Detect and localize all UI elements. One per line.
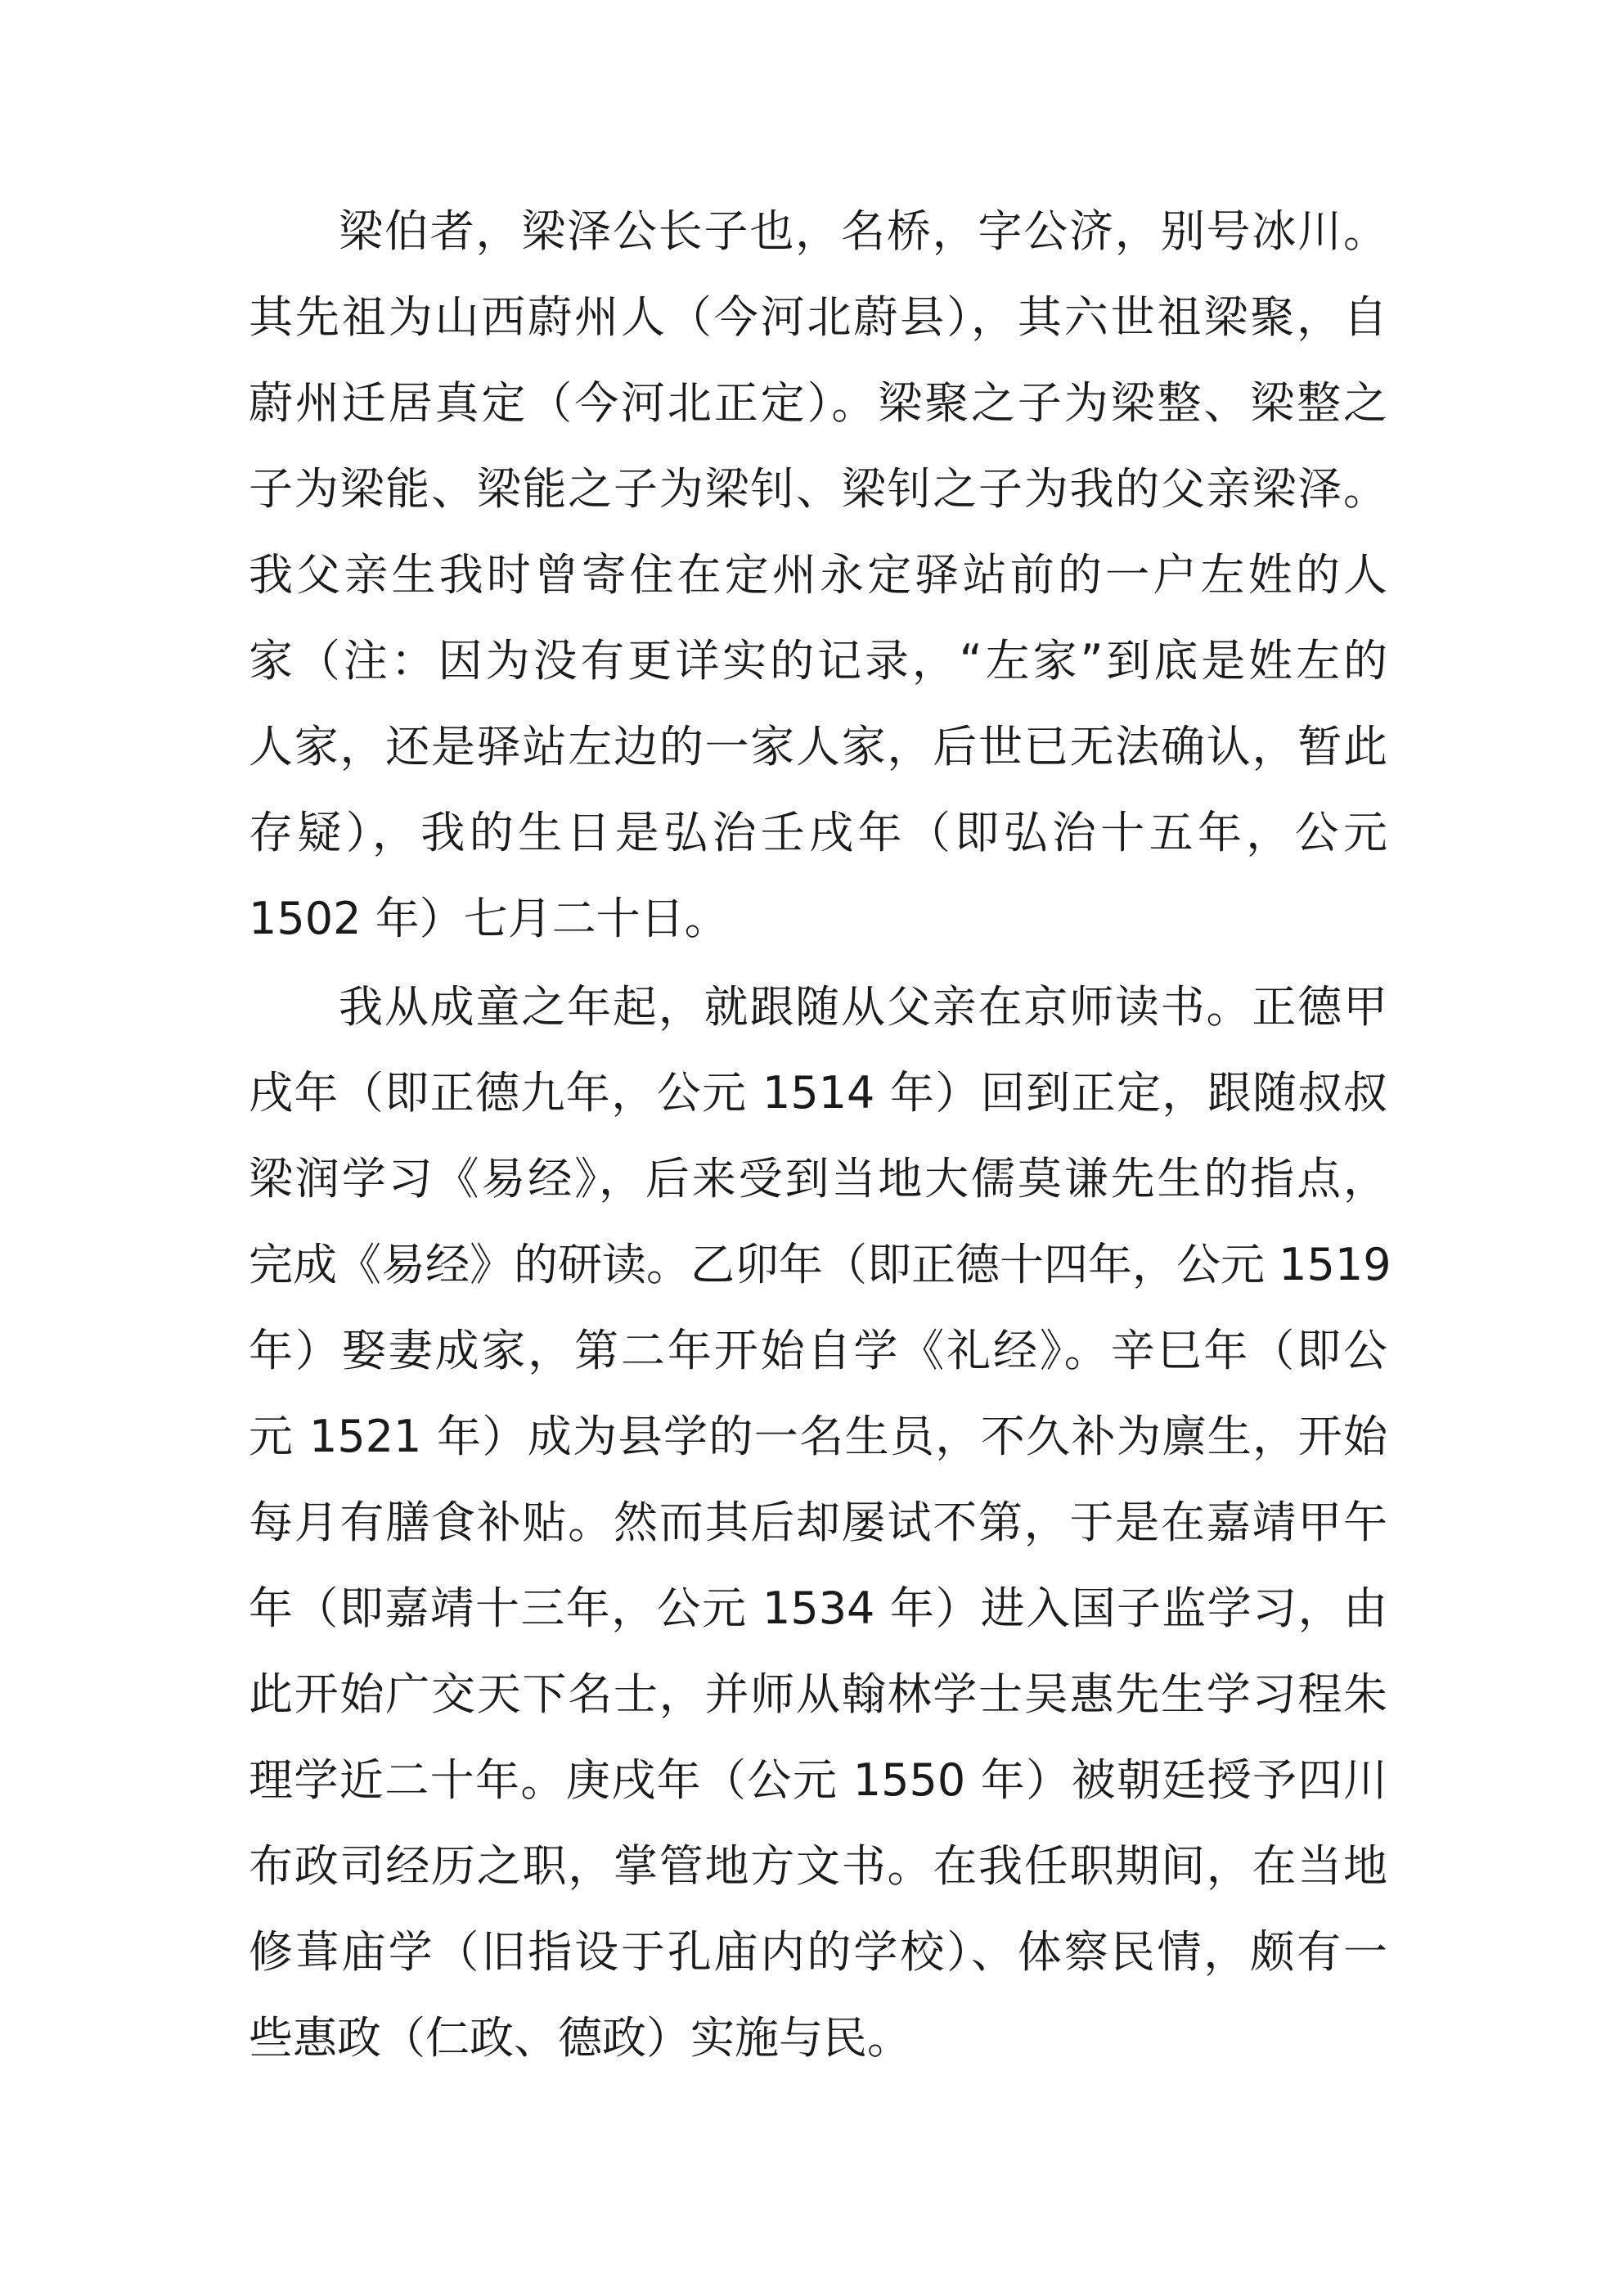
paragraph-2-line-7: 每月有膳食补贴。然而其后却屡试不第，于是在嘉靖甲午 xyxy=(249,1497,1387,1548)
paragraph-2-line-8: 年（即嘉靖十三年，公元 1534 年）进入国子监学习，由 xyxy=(249,1582,1387,1634)
paragraph-1-line-1: 梁伯者，梁泽公长子也，名桥，字公济，别号冰川。 xyxy=(339,205,1387,257)
paragraph-2-line-2: 戌年（即正德九年，公元 1514 年）回到正定，跟随叔叔 xyxy=(249,1067,1387,1119)
paragraph-2-line-3: 梁润学习《易经》，后来受到当地大儒莫谦先生的指点， xyxy=(249,1153,1387,1204)
paragraph-2-line-4: 完成《易经》的研读。乙卯年（即正德十四年，公元 1519 xyxy=(249,1239,1391,1290)
paragraph-2-line-9: 此开始广交天下名士，并师从翰林学士吴惠先生学习程朱 xyxy=(249,1668,1387,1720)
paragraph-1-line-4: 子为梁能、梁能之子为梁钊、梁钊之子为我的父亲梁泽。 xyxy=(249,463,1387,515)
paragraph-1-line-3: 蔚州迁居真定（今河北正定）。梁聚之子为梁整、梁整之 xyxy=(249,377,1387,429)
paragraph-2-line-11: 布政司经历之职，掌管地方文书。在我任职期间，在当地 xyxy=(249,1840,1387,1892)
paragraph-2-line-1: 我从成童之年起，就跟随从父亲在京师读书。正德甲 xyxy=(339,981,1387,1033)
paragraph-1-line-9: 1502 年）七月二十日。 xyxy=(249,893,729,944)
paragraph-1-line-7: 人家，还是驿站左边的一家人家，后世已无法确认，暂此 xyxy=(249,721,1387,772)
paragraph-1-line-8: 存疑），我的生日是弘治壬戌年（即弘治十五年，公元 xyxy=(249,807,1387,858)
paragraph-2-line-13: 些惠政（仁政、德政）实施与民。 xyxy=(249,2012,911,2064)
paragraph-2-line-12: 修葺庙学（旧指设于孔庙内的学校）、体察民情，颇有一 xyxy=(249,1926,1387,1978)
paragraph-2-line-10: 理学近二十年。庚戌年（公元 1550 年）被朝廷授予四川 xyxy=(249,1754,1387,1806)
paragraph-1-line-2: 其先祖为山西蔚州人（今河北蔚县），其六世祖梁聚，自 xyxy=(249,291,1387,343)
paragraph-1-line-6: 家（注：因为没有更详实的记录，“左家”到底是姓左的 xyxy=(249,635,1387,687)
paragraph-2-line-5: 年）娶妻成家，第二年开始自学《礼经》。辛巳年（即公 xyxy=(249,1325,1387,1376)
paragraph-2-line-6: 元 1521 年）成为县学的一名生员，不久补为廪生，开始 xyxy=(249,1411,1387,1462)
paragraph-1-line-5: 我父亲生我时曾寄住在定州永定驿站前的一户左姓的人 xyxy=(249,549,1387,601)
